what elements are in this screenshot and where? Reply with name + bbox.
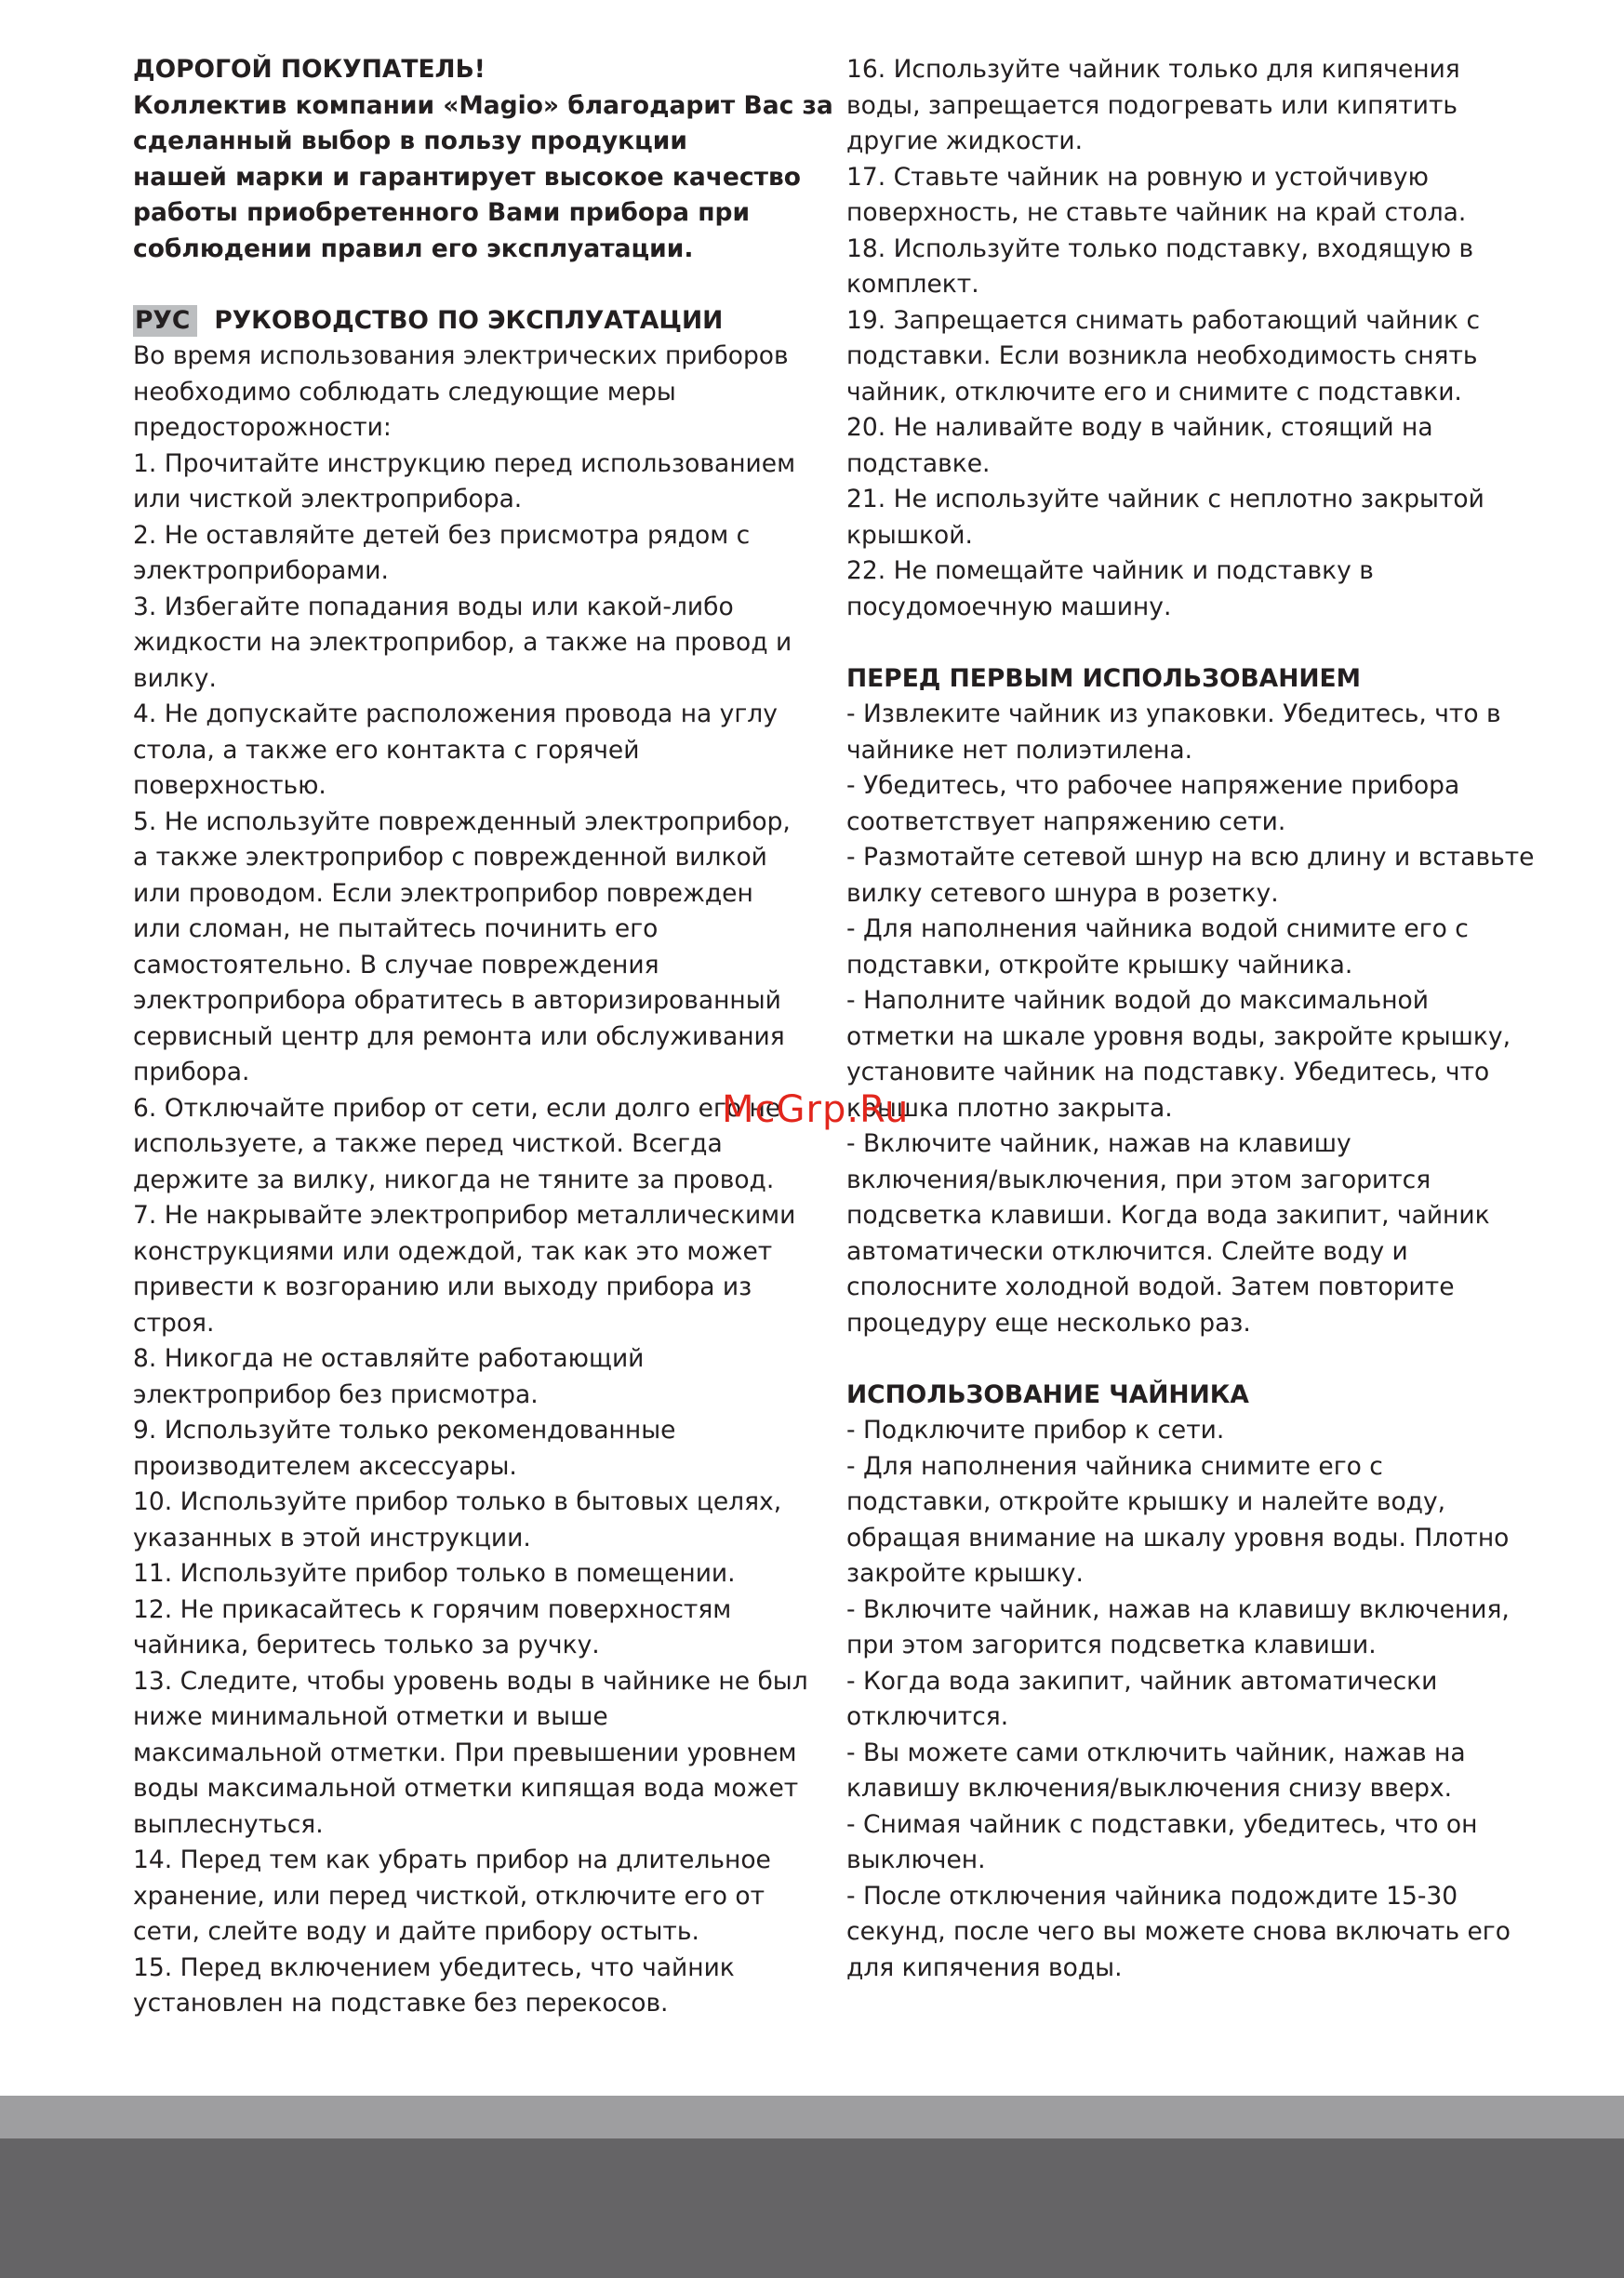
instruction-line: выключен. [846, 1845, 986, 1874]
rule-line: или проводом. Если электроприбор поврежден [133, 878, 753, 908]
instruction-line: автоматически отключится. Слейте воду и [846, 1236, 1408, 1266]
rule-line: воды, запрещается подогревать или кипятить [846, 90, 1458, 120]
rule-line: 17. Ставьте чайник на ровную и устойчивую [846, 162, 1429, 192]
instruction-line: - Убедитесь, что рабочее напряжение прибора [846, 771, 1460, 800]
instruction-line: - Включите чайник, нажав на клавишу [846, 1129, 1351, 1158]
instruction-line: - После отключения чайника подождите 15-30 [846, 1881, 1458, 1911]
rule-line: а также электроприбор с поврежденной вилкой [133, 843, 767, 872]
instruction-line: - Размотайте сетевой шнур на всю длину и вставьте [846, 843, 1535, 872]
instruction-line: - Для наполнения чайника снимите его с [846, 1451, 1383, 1481]
rule-line: прибора. [133, 1058, 250, 1086]
rule-line: 11. Используйте прибор только в помещении. [133, 1559, 736, 1588]
rule-line: держите за вилку, никогда не тяните за провод. [133, 1165, 775, 1194]
kettle-use-heading: ИСПОЛЬЗОВАНИЕ ЧАЙНИКА [846, 1379, 1249, 1409]
rule-line: указанных в этой инструкции. [133, 1523, 531, 1552]
rule-line: электроприборами. [133, 556, 389, 585]
rule-line: посудомоечную машину. [846, 592, 1172, 621]
before-first-use-list [846, 697, 1535, 1341]
rule-line: электроприбора обратитесь в авторизированный [133, 986, 781, 1015]
rule-line: самостоятельно. В случае повреждения [133, 950, 659, 979]
section-title: РУКОВОДСТВО ПО ЭКСПЛУАТАЦИИ [214, 305, 724, 335]
instruction-line: вилку сетевого шнура в розетку. [846, 878, 1279, 908]
rule-line: сети, слейте воду и дайте прибору остыть. [133, 1917, 699, 1946]
instruction-line: подставки, откройте крышку чайника. [846, 950, 1353, 979]
rule-line: Во время использования электрических приборов [133, 341, 789, 370]
rule-line: 5. Не используйте поврежденный электроприбор, [133, 806, 791, 836]
rule-line: 12. Не прикасайтесь к горячим поверхностям [133, 1594, 732, 1624]
rule-line: подставке. [846, 448, 991, 478]
instruction-line: установите чайник на подставку. Убедитесь, что [846, 1058, 1490, 1086]
rule-line: производителем аксессуары. [133, 1451, 517, 1481]
rule-line: 22. Не помещайте чайник и подставку в [846, 556, 1374, 585]
rule-line: 16. Используйте чайник только для кипячения [846, 55, 1460, 84]
rule-line: стола, а также его контакта с горячей [133, 735, 640, 765]
instruction-line: включения/выключения, при этом загорится [846, 1165, 1431, 1194]
footer-band-light [0, 2096, 1624, 2138]
rule-line: 14. Перед тем как убрать прибор на длительное [133, 1845, 771, 1874]
greeting-line: сделанный выбор в пользу продукции [133, 127, 687, 155]
rule-line: необходимо соблюдать следующие меры [133, 377, 676, 406]
rule-line: максимальной отметки. При превышении уровнем [133, 1738, 797, 1767]
rule-line: 19. Запрещается снимать работающий чайник с [846, 305, 1481, 335]
rule-line: 18. Используйте только подставку, входящую в [846, 233, 1474, 263]
greeting-line: работы приобретенного Вами прибора при [133, 198, 751, 227]
instruction-line: для кипячения воды. [846, 1952, 1123, 1982]
instruction-line: закройте крышку. [846, 1559, 1084, 1588]
footer-band-dark [0, 2138, 1624, 2278]
greeting-line: ДОРОГОЙ ПОКУПАТЕЛЬ! [133, 55, 486, 84]
before-first-use-heading: ПЕРЕД ПЕРВЫМ ИСПОЛЬЗОВАНИЕМ [846, 663, 1362, 693]
rule-line: жидкости на электроприбор, а также на провод и [133, 628, 792, 657]
instruction-line: обращая внимание на шкалу уровня воды. Плотно [846, 1523, 1510, 1552]
instruction-line: клавишу включения/выключения снизу вверх. [846, 1774, 1453, 1803]
watermark: McGrp.Ru [722, 1088, 910, 1131]
rule-line: 21. Не используйте чайник с неплотно закрытой [846, 485, 1484, 513]
rule-line: 15. Перед включением убедитесь, что чайник [133, 1952, 735, 1982]
rule-line: крышкой. [846, 520, 973, 550]
rule-line: другие жидкости. [846, 127, 1083, 155]
greeting-line: нашей марки и гарантирует высокое качество [133, 162, 801, 192]
instruction-line: - Вы можете сами отключить чайник, нажав на [846, 1738, 1466, 1767]
greeting-line: Коллектив компании «Magio» благодарит Вас за [133, 90, 833, 120]
instruction-line: - Наполните чайник водой до максимальной [846, 986, 1429, 1015]
safety-rules-continued [846, 52, 1498, 625]
instruction-line: секунд, после чего вы можете снова включать его [846, 1917, 1511, 1946]
rule-line: 6. Отключайте прибор от сети, если долго его не [133, 1093, 781, 1123]
rule-line: установлен на подставке без перекосов. [133, 1989, 669, 2018]
rule-line: 7. Не накрывайте электроприбор металлическими [133, 1201, 796, 1230]
rule-line: 13. Следите, чтобы уровень воды в чайнике не был [133, 1666, 808, 1696]
rule-line: 10. Используйте прибор только в бытовых целях, [133, 1487, 782, 1516]
rule-line: сервисный центр для ремонта или обслуживания [133, 1021, 785, 1051]
rule-line: выплеснуться. [133, 1809, 324, 1839]
instruction-line: - Извлеките чайник из упаковки. Убедитесь, что в [846, 699, 1501, 728]
rule-line: строя. [133, 1308, 215, 1338]
rule-line: электроприбор без присмотра. [133, 1379, 539, 1409]
rule-line: предосторожности: [133, 413, 392, 442]
rule-line: или чисткой электроприбора. [133, 485, 523, 513]
instruction-line: - Снимая чайник с подставки, убедитесь, что он [846, 1809, 1478, 1839]
rule-line: поверхностью. [133, 771, 326, 800]
rule-line: конструкциями или одеждой, так как это может [133, 1236, 773, 1266]
rule-line: 2. Не оставляйте детей без присмотра рядом с [133, 520, 751, 550]
instruction-line: соответствует напряжению сети. [846, 806, 1286, 836]
greeting-line: соблюдении правил его эксплуатации. [133, 233, 694, 263]
kettle-use-list [846, 1413, 1511, 1986]
rule-line: привести к возгоранию или выходу прибора из [133, 1272, 752, 1301]
rule-line: вилку. [133, 663, 217, 693]
rule-line: поверхность, не ставьте чайник на край стола. [846, 198, 1467, 227]
instruction-line: при этом загорится подсветка клавиши. [846, 1631, 1377, 1659]
instruction-line: подставки, откройте крышку и налейте воду, [846, 1487, 1446, 1516]
rule-line: чайник, отключите его и снимите с подставки. [846, 377, 1462, 406]
right-column [846, 52, 1535, 1986]
language-tag: РУС [133, 305, 197, 337]
rule-line: ниже минимальной отметки и выше [133, 1702, 608, 1731]
instruction-line: процедуру еще несколько раз. [846, 1308, 1251, 1338]
rule-line: используете, а также перед чисткой. Всегда [133, 1129, 723, 1158]
rule-line: хранение, или перед чисткой, отключите его от [133, 1881, 765, 1911]
instruction-line: - Включите чайник, нажав на клавишу включения, [846, 1594, 1510, 1624]
rule-line: 20. Не наливайте воду в чайник, стоящий на [846, 413, 1433, 442]
greeting-block [133, 52, 833, 267]
rule-line: 1. Прочитайте инструкцию перед использованием [133, 448, 796, 478]
rule-line: чайника, беритесь только за ручку. [133, 1631, 600, 1659]
instruction-line: крышка плотно закрыта. [846, 1093, 1173, 1123]
rule-line: или сломан, не пытайтесь починить его [133, 914, 659, 943]
instruction-line: чайнике нет полиэтилена. [846, 735, 1193, 765]
rule-line: воды максимальной отметки кипящая вода может [133, 1774, 799, 1803]
instruction-line: сполосните холодной водой. Затем повторите [846, 1272, 1455, 1301]
instruction-line: подсветка клавиши. Когда вода закипит, чайник [846, 1201, 1490, 1230]
rule-line: 3. Избегайте попадания воды или какой-либо [133, 592, 734, 621]
rule-line: 9. Используйте только рекомендованные [133, 1416, 676, 1445]
instruction-line: отметки на шкале уровня воды, закройте крышку, [846, 1021, 1511, 1051]
instruction-line: отключится. [846, 1702, 1009, 1731]
instruction-line: - Для наполнения чайника водой снимите его с [846, 914, 1469, 943]
rule-line: 4. Не допускайте расположения провода на углу [133, 699, 778, 728]
rule-line: подставки. Если возникла необходимость снять [846, 341, 1478, 370]
safety-rules-list [133, 339, 817, 2022]
section-heading [133, 303, 817, 340]
instruction-line: - Когда вода закипит, чайник автоматически [846, 1666, 1438, 1696]
rule-line: комплект. [846, 270, 979, 299]
rule-line: 8. Никогда не оставляйте работающий [133, 1344, 645, 1373]
left-column [133, 52, 833, 2022]
instruction-line: - Подключите прибор к сети. [846, 1416, 1225, 1445]
